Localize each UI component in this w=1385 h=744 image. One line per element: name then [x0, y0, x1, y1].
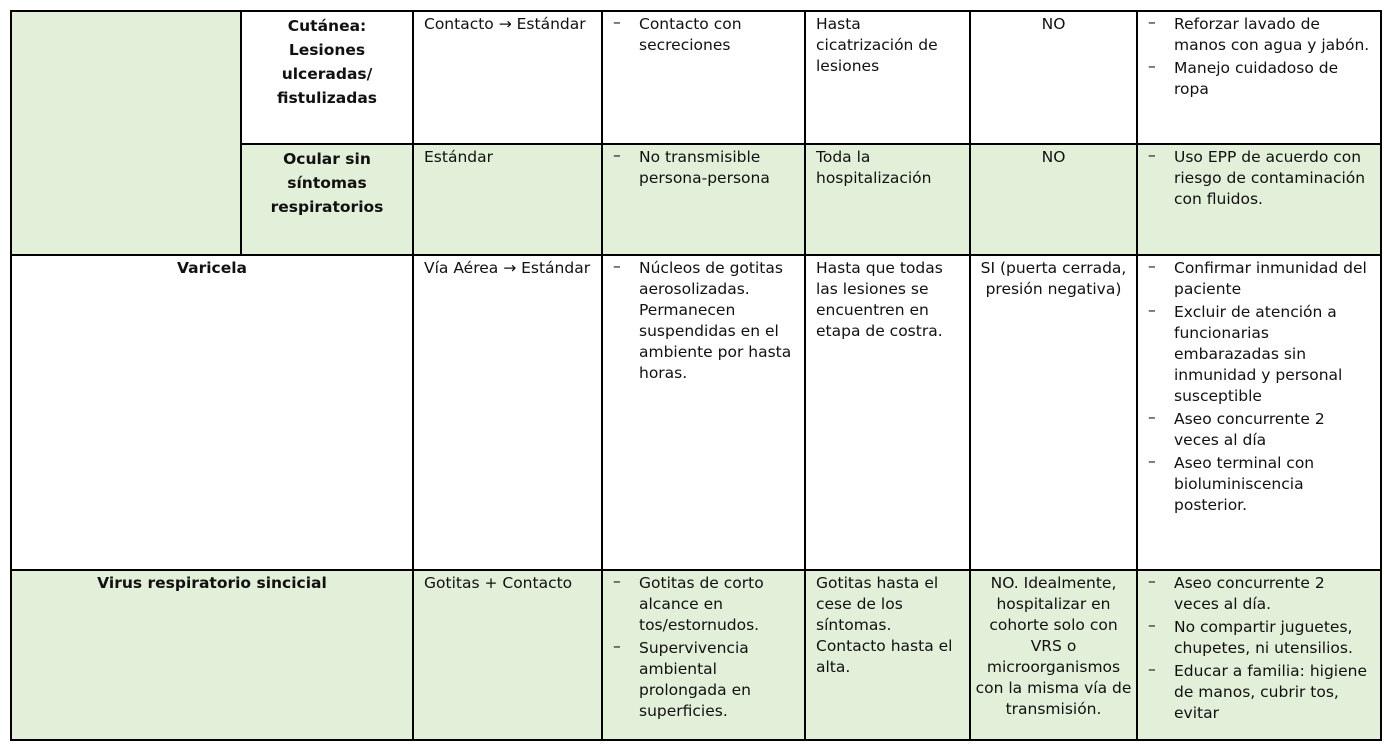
room-text: NO — [1041, 15, 1066, 33]
precaution-text: Gotitas + Contacto — [424, 574, 573, 592]
measure-item: – Excluir de atención a funcionarias embarazadas sin inmunidad y personal susceptible — [1148, 302, 1374, 407]
group-cell-empty — [10, 10, 242, 256]
transmission-item: – Gotitas de corto alcance en tos/estornudos. — [613, 573, 798, 636]
row-label-varicela — [10, 254, 414, 571]
room-text: NO. Idealmente, hospitalizar en cohorte solo con VRS o microorganismos con la misma vía de transmisión. — [975, 574, 1132, 718]
row-label-cutanea — [240, 10, 414, 145]
transmission-item: – Contacto con secreciones — [613, 14, 798, 56]
measure-item: – Aseo concurrente 2 veces al día. — [1148, 573, 1374, 615]
duration-cell — [804, 143, 971, 256]
label-line: Cutánea: — [287, 17, 367, 35]
label-line: Ocular sin — [283, 150, 371, 168]
measure-item: – Reforzar lavado de manos con agua y jabón. — [1148, 14, 1374, 56]
measure-item: – Educar a familia: higiene de manos, cubrir tos, evitar — [1148, 661, 1374, 724]
room-text: NO — [1041, 148, 1066, 166]
label-text: Varicela — [176, 259, 248, 277]
measure-item: – No compartir juguetes, chupetes, ni utensilios. — [1148, 617, 1374, 659]
row-label-ocular — [240, 143, 414, 256]
row-label-vrs — [10, 569, 414, 741]
transmission-cell — [601, 569, 806, 741]
measure-item: – Aseo concurrente 2 veces al día — [1148, 409, 1374, 451]
precaution-text: Vía Aérea → Estándar — [424, 259, 591, 277]
duration-text: Hasta cicatrización de lesiones — [816, 15, 938, 75]
duration-text: Gotitas hasta el cese de los síntomas. Contacto hasta el alta. — [816, 574, 953, 676]
label-line: fistulizadas — [276, 89, 378, 107]
precaution-cell — [412, 569, 603, 741]
duration-text: Toda la hospitalización — [816, 148, 932, 187]
room-cell — [969, 143, 1138, 256]
transmission-cell — [601, 10, 806, 145]
label-line: respiratorios — [270, 198, 384, 216]
duration-text: Hasta que todas las lesiones se encuentren en etapa de costra. — [816, 259, 943, 340]
label-line: ulceradas/ — [281, 65, 373, 83]
label-line: síntomas — [287, 174, 367, 192]
measure-item: – Aseo terminal con bioluminiscencia posterior. — [1148, 453, 1374, 516]
duration-cell — [804, 569, 971, 741]
transmission-item: – Supervivencia ambiental prolongada en superficies. — [613, 638, 798, 722]
transmission-cell — [601, 254, 806, 571]
transmission-item: – No transmisible persona-persona — [613, 147, 798, 189]
room-cell — [969, 569, 1138, 741]
precaution-cell — [412, 10, 603, 145]
measure-item: – Manejo cuidadoso de ropa — [1148, 58, 1374, 100]
measure-item: – Confirmar inmunidad del paciente — [1148, 258, 1374, 300]
label-line: Lesiones — [288, 41, 366, 59]
measures-cell — [1136, 569, 1382, 741]
precaution-cell — [412, 254, 603, 571]
measures-cell — [1136, 254, 1382, 571]
measures-cell — [1136, 143, 1382, 256]
duration-cell — [804, 10, 971, 145]
room-text: SI (puerta cerrada, presión negativa) — [980, 259, 1127, 298]
transmission-item: – Núcleos de gotitas aerosolizadas. Permanecen suspendidas en el ambiente por hasta horas. — [613, 258, 798, 384]
room-cell — [969, 10, 1138, 145]
measure-item: – Uso EPP de acuerdo con riesgo de contaminación con fluidos. — [1148, 147, 1374, 210]
room-cell — [969, 254, 1138, 571]
transmission-cell — [601, 143, 806, 256]
precaution-text: Contacto → Estándar — [424, 15, 586, 33]
precaution-text: Estándar — [424, 148, 493, 166]
precaution-cell — [412, 143, 603, 256]
duration-cell — [804, 254, 971, 571]
measures-cell — [1136, 10, 1382, 145]
label-text: Virus respiratorio sincicial — [97, 574, 327, 592]
